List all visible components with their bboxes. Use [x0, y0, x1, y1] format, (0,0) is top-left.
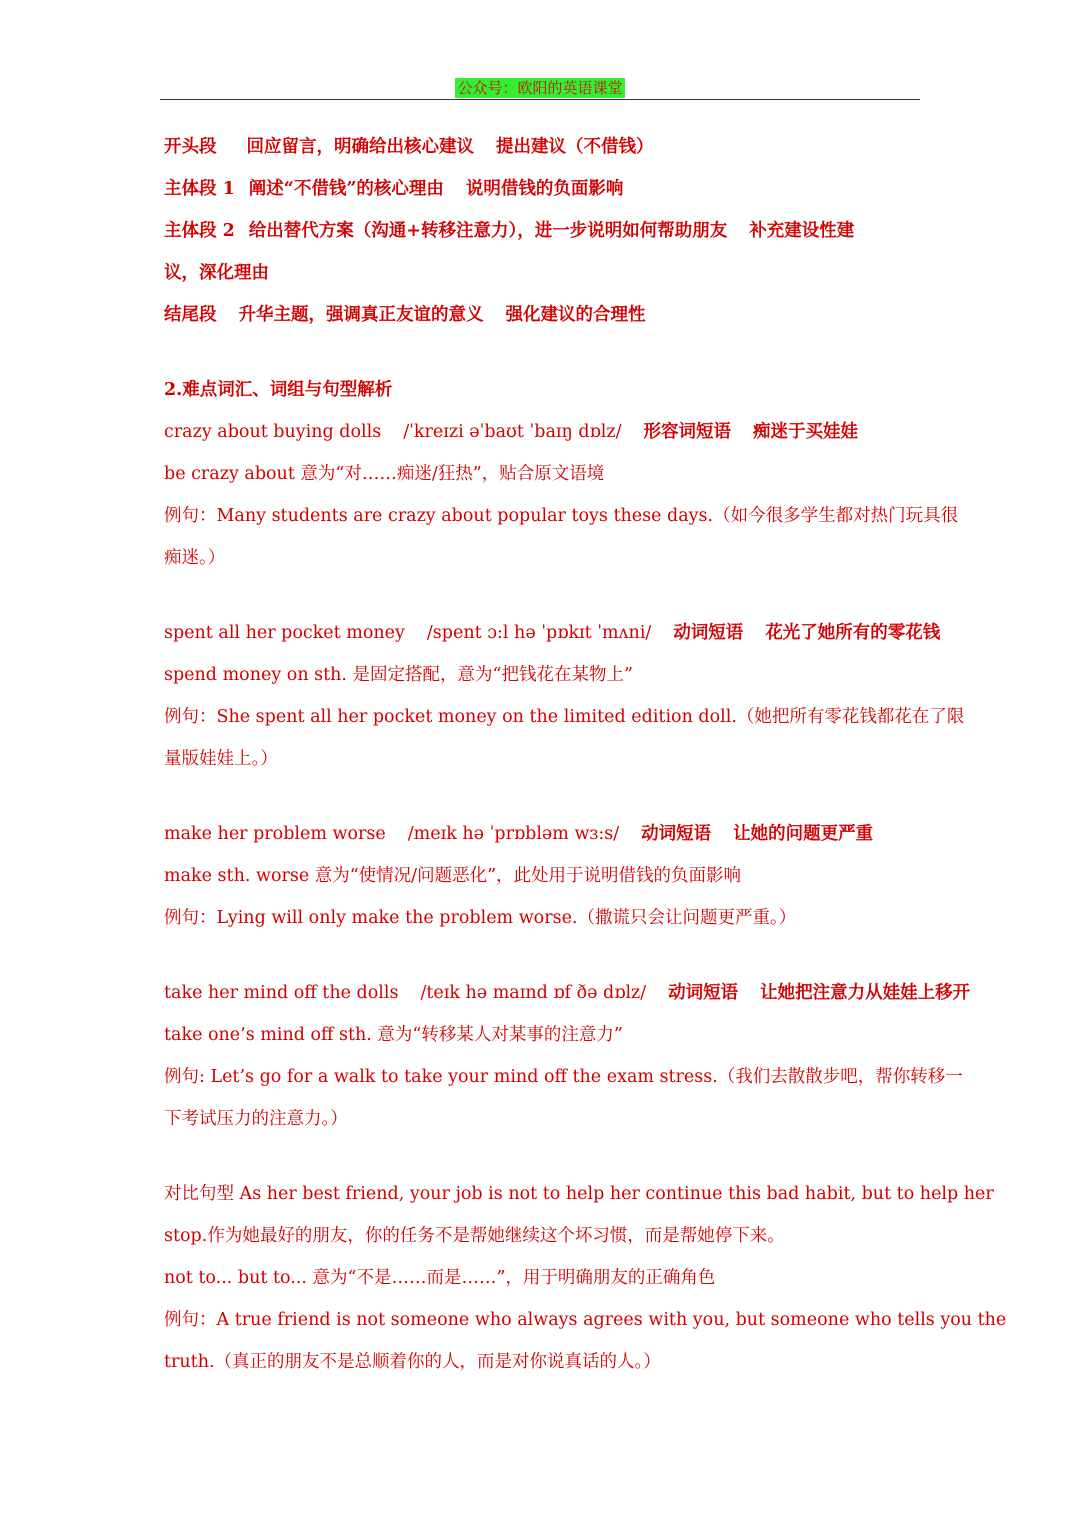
outline-part: 结尾段	[164, 305, 217, 325]
entry-note: spend money on sth. 是固定搭配，意为“把钱花在某物上”	[164, 665, 633, 685]
outline-row	[164, 294, 924, 336]
entry-example: 例句：Lying will only make the problem worse.（撒谎只会让问题更严重。）	[164, 908, 797, 928]
outline-part: 开头段	[164, 137, 217, 157]
entry-phonetic: /teɪk hə maɪnd ɒf ðə dɒlz/	[420, 983, 647, 1003]
entry-example: 例句：Many students are crazy about popular toys these days.（如今很多学生都对热门玩具很	[164, 506, 959, 526]
header-rule	[160, 99, 920, 100]
outline-content: 给出替代方案（沟通+转移注意力），进一步说明如何帮助朋友	[248, 221, 728, 241]
entry-phrase: make her problem worse	[164, 824, 386, 844]
contrast-note: not to... but to... 意为“不是……而是……”，用于明确朋友的正确角色	[164, 1268, 716, 1288]
entry-heading	[164, 612, 941, 654]
outline-row	[164, 168, 924, 210]
page-header	[0, 78, 1080, 98]
entry-note: be crazy about 意为“对……痴迷/狂热”，贴合原文语境	[164, 464, 605, 484]
outline-content: 阐述“不借钱”的核心理由	[248, 179, 444, 199]
entry-type: 动词短语	[641, 824, 712, 844]
header-label: 公众号：欧阳的英语课堂	[457, 79, 623, 97]
entry-meaning: 痴迷于买娃娃	[752, 422, 858, 442]
entry-type: 形容词短语	[643, 422, 731, 442]
outline-row	[164, 210, 924, 252]
outline-part: 主体段 1	[164, 179, 235, 199]
entry-phrase: crazy about buying dolls	[164, 422, 382, 442]
entry-example-continued: 量版娃娃上。）	[164, 749, 278, 769]
outline-part: 主体段 2	[164, 221, 235, 241]
contrast-pattern-continued: stop.作为她最好的朋友，你的任务不是帮她继续这个坏习惯，而是帮她停下来。	[164, 1226, 785, 1246]
outline-purpose: 说明借钱的负面影响	[465, 179, 624, 199]
entry-phrase: take her mind off the dolls	[164, 983, 399, 1003]
contrast-pattern: 对比句型 As her best friend, your job is not to help her continue this bad habit, but to help her	[164, 1184, 994, 1204]
entry-phonetic: /ˈkreɪzi əˈbaʊt ˈbaɪŋ dɒlz/	[403, 422, 622, 442]
entry-type: 动词短语	[673, 623, 744, 643]
outline-continuation: 议，深化理由	[164, 263, 269, 283]
contrast-example: 例句：A true friend is not someone who always agrees with you, but someone who tells you the	[164, 1310, 1007, 1330]
outline-row	[164, 126, 924, 168]
entry-heading	[164, 813, 924, 855]
entry-example-continued: 下考试压力的注意力。）	[164, 1109, 348, 1129]
entry-phonetic: /spent ɔ:l hə ˈpɒkɪt ˈmʌni/	[426, 623, 652, 643]
outline-purpose: 提出建议（不借钱）	[496, 137, 654, 157]
entry-meaning: 让她的问题更严重	[733, 824, 874, 844]
outline-content: 升华主题，强调真正友谊的意义	[238, 305, 484, 325]
section-title: 2.难点词汇、词组与句型解析	[164, 380, 393, 400]
entry-meaning: 花光了她所有的零花钱	[765, 623, 941, 643]
contrast-example-continued: truth.（真正的朋友不是总顺着你的人，而是对你说真话的人。）	[164, 1352, 661, 1372]
entry-heading	[164, 972, 971, 1014]
document-body	[164, 126, 1007, 1383]
entry-type: 动词短语	[668, 983, 739, 1003]
entry-example: 例句: Let’s go for a walk to take your mind off the exam stress.（我们去散散步吧，帮你转移一	[164, 1067, 963, 1087]
entry-phonetic: /meɪk hə ˈprɒbləm wɜ:s/	[407, 824, 620, 844]
entry-note: take one’s mind off sth. 意为“转移某人对某事的注意力”	[164, 1025, 623, 1045]
entry-example-continued: 痴迷。）	[164, 548, 226, 568]
entry-meaning: 让她把注意力从娃娃上移开	[760, 983, 971, 1003]
outline-content: 回应留言，明确给出核心建议	[246, 137, 474, 157]
entry-example: 例句：She spent all her pocket money on the limited edition doll.（她把所有零花钱都花在了限	[164, 707, 965, 727]
outline-purpose: 强化建议的合理性	[505, 305, 646, 325]
outline-purpose: 补充建设性建	[749, 221, 855, 241]
entry-phrase: spent all her pocket money	[164, 623, 405, 643]
entry-heading	[164, 411, 924, 453]
entry-note: make sth. worse 意为“使情况/问题恶化”，此处用于说明借钱的负面影响	[164, 866, 742, 886]
